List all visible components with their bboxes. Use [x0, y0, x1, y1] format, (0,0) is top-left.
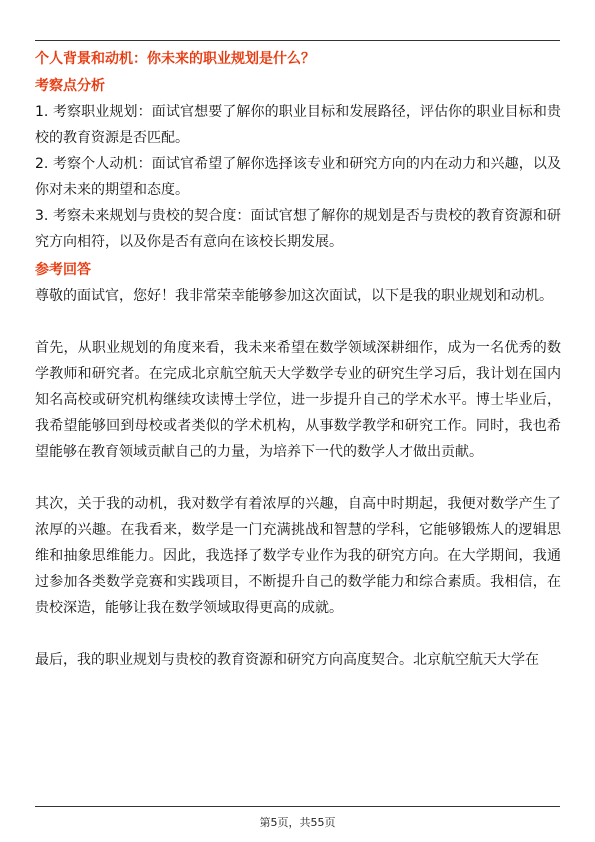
answer-paragraph: 最后，我的职业规划与贵校的教育资源和研究方向高度契合。北京航空航天大学在: [35, 652, 539, 668]
footer-rule: [35, 806, 560, 807]
page-number: 第5页，共55页: [259, 816, 336, 829]
analysis-item: 3. 考察未来规划与贵校的契合度：面试官想了解你的规划是否与贵校的教育资源和研究方向相符，以及你是否有意向在该校长期发展。: [35, 208, 561, 250]
analysis-title: 考察点分析: [35, 78, 105, 94]
answer-paragraph: 其次，关于我的动机，我对数学有着浓厚的兴趣，自高中时期起，我便对数学产生了浓厚的兴趣。在我看来，数学是一门充满挑战和智慧的学科，它能够锻炼人的逻辑思维和抽象思维能力。因此，我选择了数学专业作为我的研究方向。在大学期间，我通过参加各类数学竞赛和实践项目，不断提升自己的数学能力和综合素质。我相信，在贵校深造，能够让我在数学领域取得更高的成就。: [35, 496, 561, 616]
answer-paragraph: 尊敬的面试官，您好！我非常荣幸能够参加这次面试，以下是我的职业规划和动机。: [35, 288, 553, 304]
header-rule: [35, 40, 560, 41]
question-heading: 个人背景和动机：你未来的职业规划是什么？: [35, 51, 315, 67]
analysis-item: 1. 考察职业规划：面试官想要了解你的职业目标和发展路径，评估你的职业目标和贵校的教育资源是否匹配。: [35, 104, 561, 146]
answer-title: 参考回答: [35, 262, 91, 278]
analysis-item: 2. 考察个人动机：面试官希望了解你选择该专业和研究方向的内在动力和兴趣，以及你对未来的期望和态度。: [35, 156, 561, 198]
answer-paragraph: 首先，从职业规划的角度来看，我未来希望在数学领域深耕细作，成为一名优秀的数学教师和研究者。在完成北京航空航天大学数学专业的研究生学习后，我计划在国内知名高校或研究机构继续攻读博士学位，进一步提升自己的学术水平。博士毕业后，我希望能够回到母校或者类似的学术机构，从事数学教学和研究工作。同时，我也希望能够在教育领域贡献自己的力量，为培养下一代的数学人才做出贡献。: [35, 340, 561, 460]
page-content: [35, 48, 561, 673]
